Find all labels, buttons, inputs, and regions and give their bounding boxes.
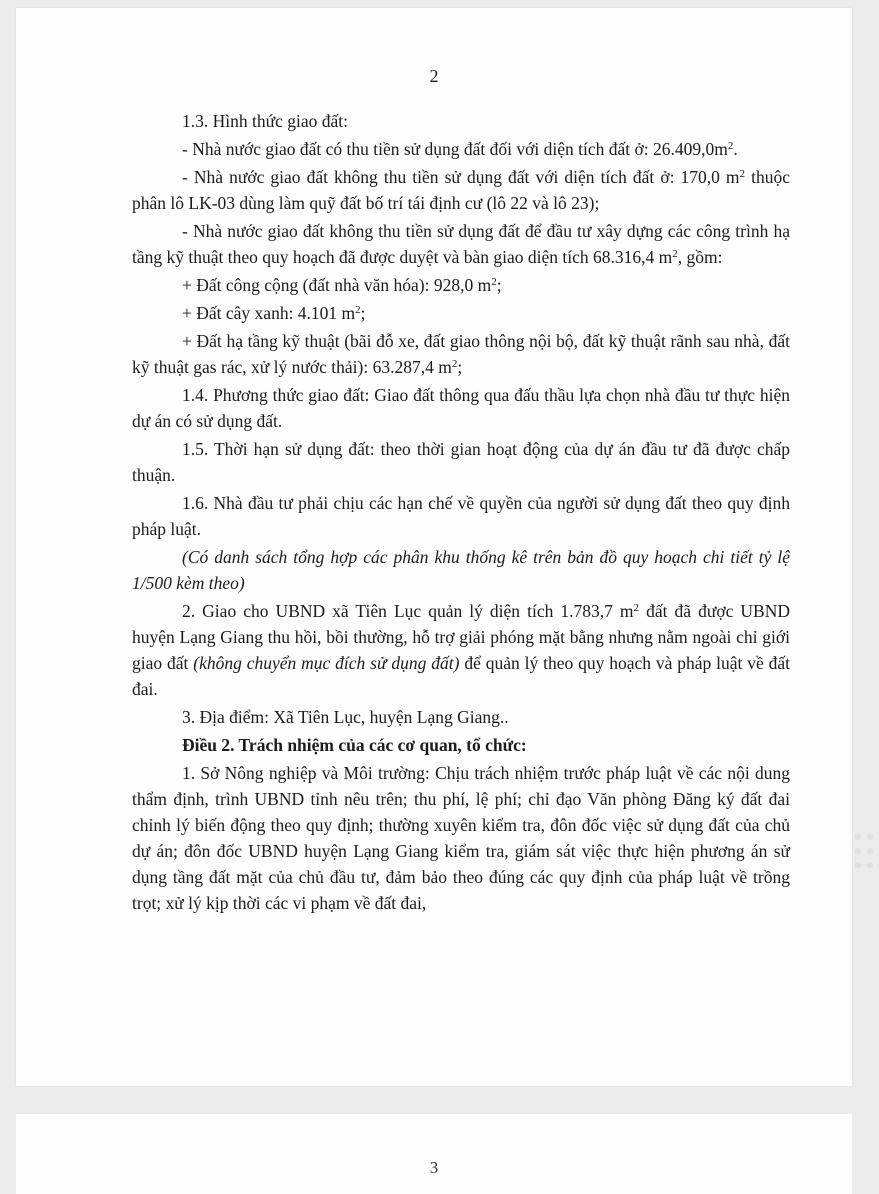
page-number: 2 [429, 66, 439, 86]
section-1-6: 1.6. Nhà đầu tư phải chịu các hạn chế về quyền của người sử dụng đất theo quy định pháp luật. [132, 493, 790, 539]
paragraph-resettlement-land: - Nhà nước giao đất không thu tiền sử dụng đất với diện tích đất ở: 170,0 $m^2$ thuộc phân lô LK-03 dùng làm quỹ đất bố trí tái định cư (lô 22 và lô 23); [132, 167, 790, 213]
document-page [16, 8, 852, 1086]
next-page-number: 3 [429, 1158, 439, 1177]
item-public-land: + Đất công cộng (đất nhà văn hóa): 928,0 $m^2$; [182, 275, 502, 295]
section-1-5: 1.5. Thời hạn sử dụng đất: theo thời gian hoạt động của dự án đầu tư đã được chấp thuận. [132, 439, 790, 485]
item-green-land: + Đất cây xanh: 4.101 $m^2$; [182, 303, 366, 323]
paragraph-land-with-fee: - Nhà nước giao đất có thu tiền sử dụng đất đối với diện tích đất ở: $26.409,0m^2$. [182, 139, 738, 159]
paragraph-infrastructure-land: - Nhà nước giao đất không thu tiền sử dụng đất để đầu tư xây dựng các công trình hạ tầng kỹ thuật theo quy hoạch đã được duyệt và bàn giao diện tích 68.316,4 $m^2$, gồm: [132, 221, 790, 267]
drag-handle-icon[interactable] [851, 830, 875, 874]
section-2: 2. Giao cho UBND xã Tiên Lục quản lý diện tích 1.783,7 $m^2$ đất đã được UBND huyện Lạng Giang thu hồi, bồi thường, hỗ trợ giải phóng mặt bằng nhưng nằm ngoài chỉ giới giao đất (không chuyển mục đích sử dụng đất) để quản lý theo quy hoạch và pháp luật về đất đai. [132, 601, 790, 699]
article-2-heading: Điều 2. Trách nhiệm của các cơ quan, tổ chức: [182, 735, 527, 755]
item-technical-land: + Đất hạ tầng kỹ thuật (bãi đỗ xe, đất giao thông nội bộ, đất kỹ thuật rãnh sau nhà, đất kỹ thuật gas rác, xử lý nước thải): 63.287,4 $m^2$; [132, 331, 790, 377]
section-1-3-heading: 1.3. Hình thức giao đất: [182, 111, 348, 131]
attachment-note: (Có danh sách tổng hợp các phân khu thống kê trên bản đồ quy hoạch chi tiết tỷ lệ 1/500 kèm theo) [132, 547, 790, 593]
article-2-item-1: 1. Sở Nông nghiệp và Môi trường: Chịu trách nhiệm trước pháp luật về các nội dung thẩm định, trình UBND tỉnh nêu trên; thu phí, lệ phí; chỉ đạo Văn phòng Đăng ký đất đai chỉnh lý biến động theo quy định; thường xuyên kiểm tra, đôn đốc việc sử dụng đất của chủ dự án; đôn đốc UBND huyện Lạng Giang kiểm tra, giám sát việc thực hiện phương án sử dụng tầng đất mặt của chủ đầu tư, đảm bảo theo đúng các quy định của pháp luật về trồng trọt; xử lý kịp thời các vi phạm về đất đai, [132, 763, 790, 913]
section-3-location: 3. Địa điểm: Xã Tiên Lục, huyện Lạng Giang.. [182, 707, 509, 727]
next-page [16, 1114, 852, 1194]
section-1-4: 1.4. Phương thức giao đất: Giao đất thông qua đấu thầu lựa chọn nhà đầu tư thực hiện dự án có sử dụng đất. [132, 385, 790, 431]
page-content [132, 108, 790, 918]
